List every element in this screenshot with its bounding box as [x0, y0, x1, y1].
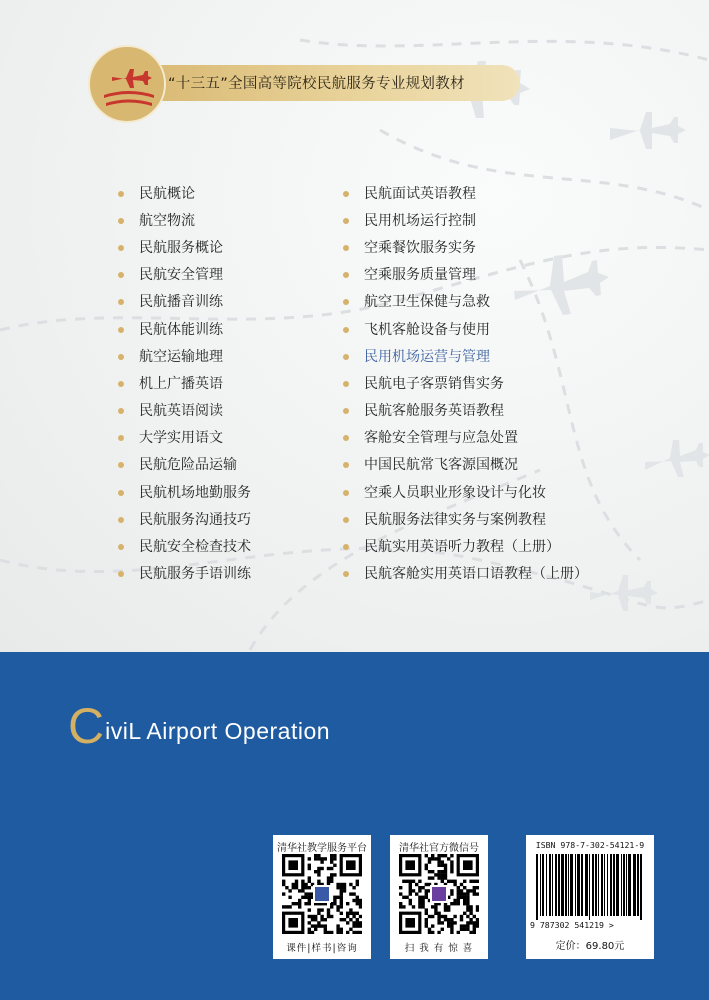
qr-card-teaching-platform: [273, 835, 371, 959]
bullet-dot-icon: [118, 435, 124, 441]
book-title: 中国民航常飞客源国概况: [364, 457, 518, 474]
book-title: 民航安全检查技术: [139, 539, 251, 556]
book-title: 飞机客舱设备与使用: [364, 321, 490, 338]
qr-card-title: 清华社教学服务平台: [277, 843, 367, 854]
isbn-barcode-card: [526, 835, 654, 959]
book-list-item: [343, 289, 588, 316]
book-title: 民航概论: [139, 185, 195, 202]
book-list-item: [343, 180, 588, 207]
bullet-dot-icon: [118, 571, 124, 577]
bullet-dot-icon: [343, 490, 349, 496]
book-list-item: [118, 533, 251, 560]
bullet-dot-icon: [343, 245, 349, 251]
qr-code-icon[interactable]: [282, 854, 362, 934]
book-list-left: [118, 180, 251, 588]
airplane-runway-logo-icon: [88, 45, 166, 123]
book-list-item: [343, 207, 588, 234]
book-list-item: [343, 452, 588, 479]
qr-card-wechat: [390, 835, 488, 959]
qr-card-title: 清华社官方微信号: [399, 843, 479, 854]
book-title: 大学实用语文: [139, 430, 223, 447]
bullet-dot-icon: [343, 381, 349, 387]
bullet-dot-icon: [343, 571, 349, 577]
bullet-dot-icon: [118, 245, 124, 251]
book-title: 航空卫生保健与急救: [364, 294, 490, 311]
book-title: 民航体能训练: [139, 321, 223, 338]
book-list-item: [118, 452, 251, 479]
book-list-item: [118, 180, 251, 207]
book-list-item: [118, 479, 251, 506]
series-title: “十三五”全国高等院校民航服务专业规划教材: [168, 76, 465, 92]
bullet-dot-icon: [343, 191, 349, 197]
bullet-dot-icon: [118, 327, 124, 333]
book-list-item: [118, 234, 251, 261]
bullet-dot-icon: [118, 191, 124, 197]
book-title: 客舱安全管理与应急处置: [364, 430, 518, 447]
book-title: 民航安全管理: [139, 267, 223, 284]
book-title: 空乘人员职业形象设计与化妆: [364, 484, 546, 501]
bullet-dot-icon: [343, 517, 349, 523]
bullet-dot-icon: [343, 462, 349, 468]
book-title: 民航服务概论: [139, 239, 223, 256]
book-title: 航空运输地理: [139, 348, 223, 365]
book-list-item: [118, 370, 251, 397]
bullet-dot-icon: [343, 435, 349, 441]
qr-card-caption: 课件|样书|咨询: [286, 943, 358, 954]
bullet-dot-icon: [343, 299, 349, 305]
book-list-item: [343, 262, 588, 289]
book-list-item: [118, 289, 251, 316]
bullet-dot-icon: [118, 299, 124, 305]
book-list-item: [343, 316, 588, 343]
book-list-right: [343, 180, 588, 588]
book-list-item: [118, 425, 251, 452]
book-list-item: [118, 343, 251, 370]
bullet-dot-icon: [118, 381, 124, 387]
book-title: 民航播音训练: [139, 294, 223, 311]
bullet-dot-icon: [343, 408, 349, 414]
book-title: 民航客舱实用英语口语教程（上册）: [364, 566, 588, 583]
bullet-dot-icon: [118, 408, 124, 414]
book-title: 航空物流: [139, 212, 195, 229]
book-title: 民航实用英语听力教程（上册）: [364, 539, 560, 556]
book-list-item: [343, 398, 588, 425]
book-list-item: [118, 207, 251, 234]
bullet-dot-icon: [343, 544, 349, 550]
bullet-dot-icon: [118, 544, 124, 550]
book-title: 民航机场地勤服务: [139, 484, 251, 501]
series-banner: [88, 45, 528, 123]
book-list-item: [343, 234, 588, 261]
bullet-dot-icon: [343, 327, 349, 333]
book-list-item: [118, 316, 251, 343]
book-title: 民航服务法律实务与案例教程: [364, 511, 546, 528]
book-list-item: [343, 425, 588, 452]
book-list-item: [343, 506, 588, 533]
book-title: 民航危险品运输: [139, 457, 237, 474]
bullet-dot-icon: [343, 272, 349, 278]
book-list-item: [118, 262, 251, 289]
price-label: 定价：69.80元: [555, 941, 625, 952]
barcode-icon: [536, 854, 644, 920]
book-title: 民航服务沟通技巧: [139, 511, 251, 528]
bullet-dot-icon: [343, 218, 349, 224]
barcode-digits: 9 787302 541219 >: [530, 920, 614, 930]
book-list-item: [118, 561, 251, 588]
bullet-dot-icon: [118, 354, 124, 360]
bullet-dot-icon: [118, 517, 124, 523]
bullet-dot-icon: [118, 490, 124, 496]
book-title: 民用机场运行控制: [364, 212, 476, 229]
book-list-item: [343, 343, 588, 370]
book-list-item: [343, 561, 588, 588]
subtitle-rest: iviL Airport Operation: [105, 718, 331, 744]
book-list-item: [118, 506, 251, 533]
book-list-item: [343, 533, 588, 560]
book-title: 空乘餐饮服务实务: [364, 239, 476, 256]
book-title: 空乘服务质量管理: [364, 267, 476, 284]
book-title: 民航电子客票销售实务: [364, 375, 504, 392]
book-title: 民航服务手语训练: [139, 566, 251, 583]
english-subtitle: [68, 697, 330, 755]
bullet-dot-icon: [118, 272, 124, 278]
book-title: 民航面试英语教程: [364, 185, 476, 202]
book-title: 机上广播英语: [139, 375, 223, 392]
book-title: 民航客舱服务英语教程: [364, 403, 504, 420]
bullet-dot-icon: [118, 218, 124, 224]
bullet-dot-icon: [118, 462, 124, 468]
book-list-item: [118, 398, 251, 425]
book-list-item: [343, 370, 588, 397]
book-title: 民用机场运营与管理: [364, 348, 490, 365]
qr-card-caption: 扫 我 有 惊 喜: [404, 943, 474, 954]
book-list-item: [343, 479, 588, 506]
book-title: 民航英语阅读: [139, 403, 223, 420]
qr-code-icon[interactable]: [399, 854, 479, 934]
subtitle-initial: C: [68, 698, 105, 754]
isbn-number: ISBN 978-7-302-54121-9: [535, 840, 645, 850]
bullet-dot-icon: [343, 354, 349, 360]
